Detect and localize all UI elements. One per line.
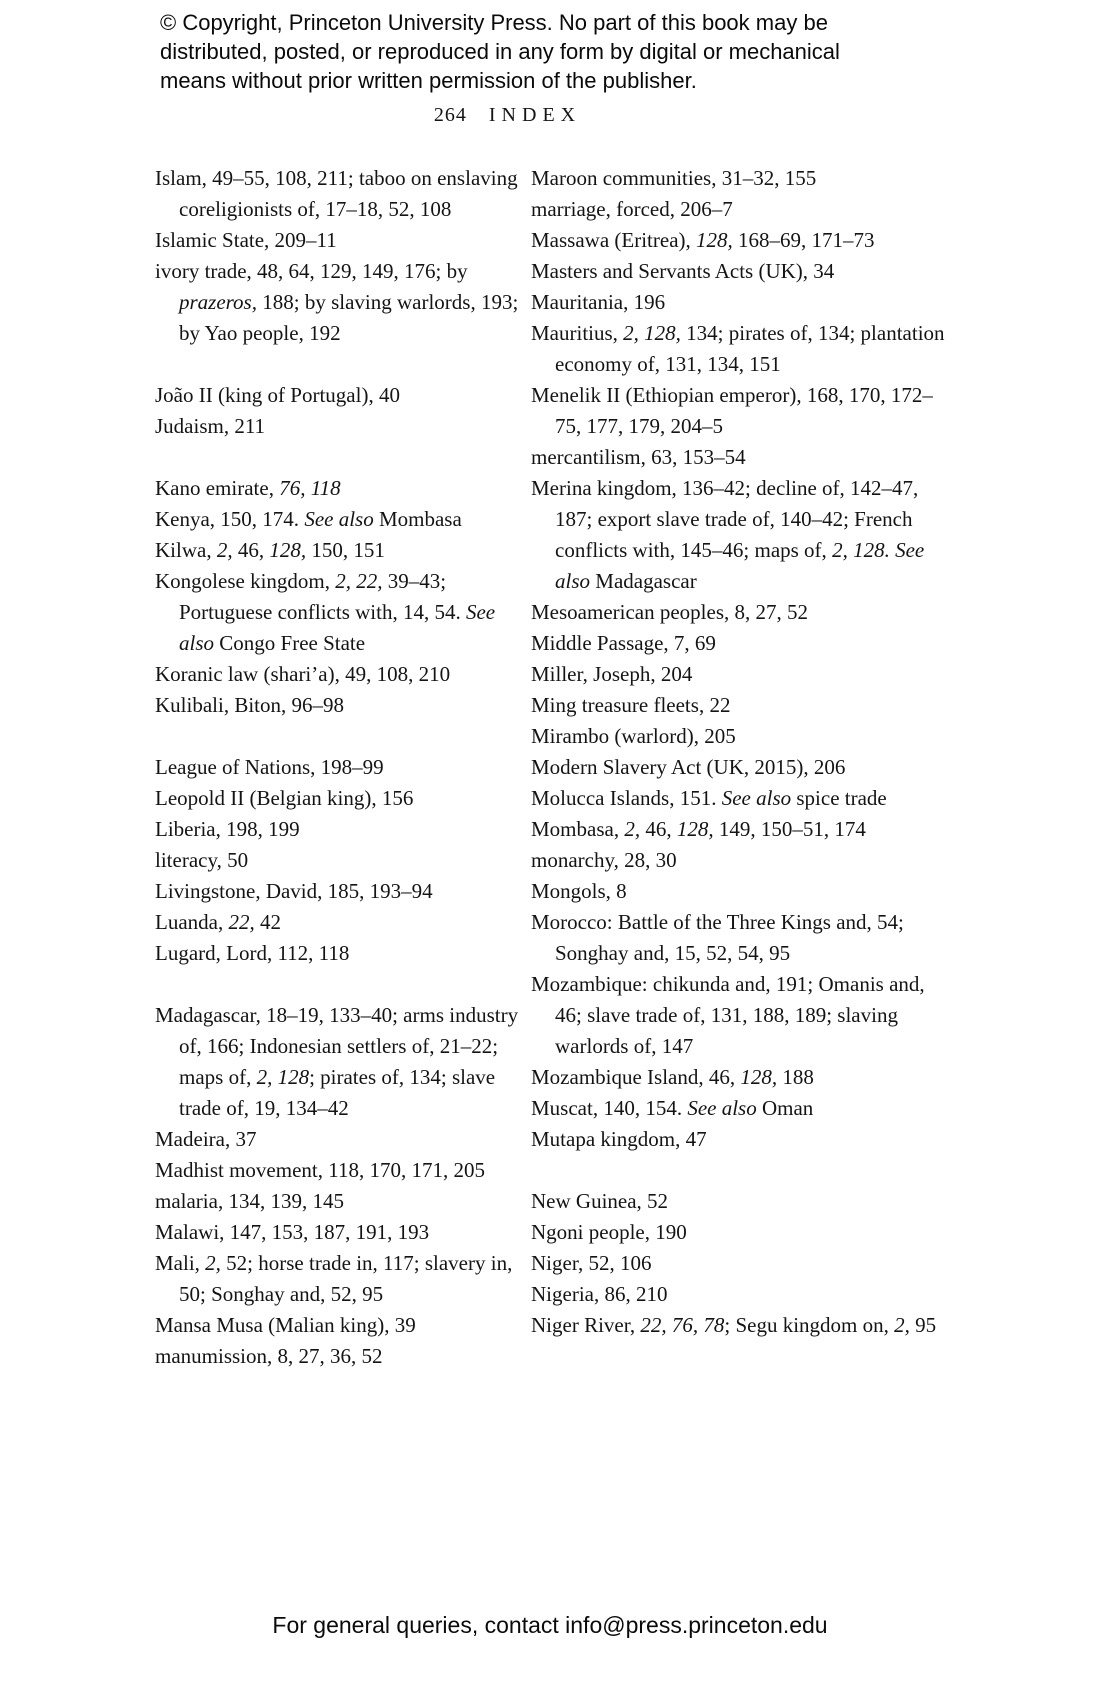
index-group (155, 163, 531, 349)
entry-text: Maroon communities, 31–32, 155 (531, 166, 817, 190)
entry-text: Merina kingdom, 136–42; decline of, 142–47, 187; export slave trade of, 140–42; French conflicts with, 145–46; maps of, (531, 476, 919, 562)
entry-text: Kilwa, (155, 538, 217, 562)
index-entry (155, 1248, 531, 1310)
entry-text: marriage, forced, 206–7 (531, 197, 733, 221)
index-entry (531, 969, 955, 1062)
entry-italic-text: 22, (228, 910, 255, 934)
entry-italic-text: 2, (894, 1313, 910, 1337)
index-entry (531, 1310, 955, 1341)
index-entry (531, 783, 955, 814)
index-column-right (531, 163, 955, 1372)
index-entry (531, 690, 955, 721)
index-entry (155, 659, 531, 690)
index-entry (155, 504, 531, 535)
entry-italic-text: See also (687, 1096, 757, 1120)
entry-text: Liberia, 198, 199 (155, 817, 300, 841)
entry-italic-text: See also (179, 600, 496, 655)
entry-text: Molucca Islands, 151. (531, 786, 722, 810)
entry-text: Madhist movement, 118, 170, 171, 205 (155, 1158, 485, 1182)
entry-text: spice trade (791, 786, 887, 810)
entry-italic-text: 128, (740, 1065, 778, 1089)
entry-text: 52; horse trade in, 117; slavery in, 50; Songhay and, 52, 95 (179, 1251, 513, 1306)
index-entry (155, 1000, 531, 1124)
index-entry (531, 256, 955, 287)
entry-italic-text: 2, 128 (256, 1065, 310, 1089)
index-entry (155, 566, 531, 659)
index-entry (155, 535, 531, 566)
index-entry (155, 814, 531, 845)
entry-text: Mauritius, (531, 321, 624, 345)
entry-text: Livingstone, David, 185, 193–94 (155, 879, 433, 903)
index-entry (531, 1248, 955, 1279)
index-entry (531, 318, 955, 380)
entry-text: Menelik II (Ethiopian emperor), 168, 170, 172–75, 177, 179, 204–5 (531, 383, 933, 438)
index-entry (155, 907, 531, 938)
entry-text: Koranic law (shari’a), 49, 108, 210 (155, 662, 451, 686)
index-entry (531, 1217, 955, 1248)
entry-text: Middle Passage, 7, 69 (531, 631, 716, 655)
entry-text: Madagascar, 18–19, 133–40; arms industry of, 166; Indonesian settlers of, 21–22; maps of, (155, 1003, 519, 1089)
entry-text: 95 (909, 1313, 937, 1337)
index-entry (155, 783, 531, 814)
entry-text: Muscat, 140, 154. (531, 1096, 688, 1120)
entry-text: Ming treasure fleets, 22 (531, 693, 731, 717)
entry-text: malaria, 134, 139, 145 (155, 1189, 344, 1213)
entry-text: League of Nations, 198–99 (155, 755, 384, 779)
entry-text: ; pirates of, 134; slave trade of, 19, 134–42 (179, 1065, 496, 1120)
entry-italic-text: See also (721, 786, 792, 810)
entry-text: Kulibali, Biton, 96–98 (155, 693, 344, 717)
entry-italic-text: 2, 128, (623, 321, 681, 345)
index-entry (155, 690, 531, 721)
entry-text: Mozambique Island, 46, (531, 1065, 741, 1089)
entry-text: 150, 151 (306, 538, 385, 562)
index-entry (531, 194, 955, 225)
index-entry (531, 287, 955, 318)
entry-text: Madagascar (590, 569, 697, 593)
entry-text: ; Segu kingdom on, (724, 1313, 895, 1337)
entry-text: Mauritania, 196 (531, 290, 666, 314)
entry-text: Mansa Musa (Malian king), 39 (155, 1313, 416, 1337)
entry-text: Islam, 49–55, 108, 211; taboo on enslaving coreligionists of, 17–18, 52, 108 (155, 166, 518, 221)
entry-text: Judaism, 211 (155, 414, 266, 438)
entry-text: Miller, Joseph, 204 (531, 662, 693, 686)
entry-text: Ngoni people, 190 (531, 1220, 687, 1244)
index-entry (531, 1062, 955, 1093)
entry-text: mercantilism, 63, 153–54 (531, 445, 746, 469)
entry-italic-text: 2, (216, 538, 233, 562)
entry-text: Modern Slavery Act (UK, 2015), 206 (531, 755, 846, 779)
entry-italic-text: See also (304, 507, 374, 531)
index-entry (531, 628, 955, 659)
entry-text: Oman (756, 1096, 814, 1120)
entry-text: 46, (640, 817, 677, 841)
entry-text: Kano emirate, (155, 476, 280, 500)
entry-text: Mozambique: chikunda and, 191; Omanis and, 46; slave trade of, 131, 188, 189; slaving warlords of, 147 (531, 972, 925, 1058)
entry-italic-text: 128, (676, 817, 714, 841)
index-entry (531, 845, 955, 876)
entry-text: Nigeria, 86, 210 (531, 1282, 668, 1306)
index-entry (155, 1124, 531, 1155)
entry-italic-text: 2, 22, (335, 569, 383, 593)
entry-text: Lugard, Lord, 112, 118 (155, 941, 350, 965)
index-columns (155, 163, 955, 1372)
entry-text: Massawa (Eritrea), (531, 228, 697, 252)
entry-text: Mirambo (warlord), 205 (531, 724, 736, 748)
entry-text: monarchy, 28, 30 (531, 848, 677, 872)
entry-text: literacy, 50 (155, 848, 249, 872)
entry-text: Mongols, 8 (531, 879, 627, 903)
entry-text: Masters and Servants Acts (UK), 34 (531, 259, 835, 283)
index-entry (531, 1124, 955, 1155)
entry-italic-text: 76, 118 (279, 476, 341, 500)
entry-italic-text: 128, (696, 228, 733, 252)
index-entry (155, 752, 531, 783)
index-entry (155, 938, 531, 969)
index-entry (155, 1310, 531, 1341)
index-entry (155, 1217, 531, 1248)
entry-text: Kenya, 150, 174. (155, 507, 305, 531)
index-entry (155, 1341, 531, 1372)
index-group (155, 1000, 531, 1372)
index-entry (531, 814, 955, 845)
entry-text: Mutapa kingdom, 47 (531, 1127, 707, 1151)
index-group (155, 473, 531, 721)
entry-italic-text: 2, 128. (832, 538, 890, 562)
entry-text: Kongolese kingdom, (155, 569, 336, 593)
entry-text: Luanda, (155, 910, 229, 934)
index-entry (531, 907, 955, 969)
entry-text: ivory trade, 48, 64, 129, 149, 176; by (155, 259, 468, 283)
index-group (531, 1186, 955, 1341)
entry-italic-text: 128, (269, 538, 307, 562)
index-entry (155, 473, 531, 504)
entry-text: Mali, (155, 1251, 206, 1275)
entry-text: 39–43; Portuguese conflicts with, 14, 54. (179, 569, 466, 624)
entry-text: New Guinea, 52 (531, 1189, 669, 1213)
entry-italic-text: See also (555, 538, 925, 593)
index-entry (531, 752, 955, 783)
index-entry (531, 1186, 955, 1217)
entry-text: Mombasa, (531, 817, 625, 841)
index-entry (531, 442, 955, 473)
entry-italic-text: prazeros, (179, 290, 257, 314)
entry-text: Niger, 52, 106 (531, 1251, 652, 1275)
index-entry (155, 163, 531, 225)
entry-text: João II (king of Portugal), 40 (155, 383, 400, 407)
entry-text: 188 (777, 1065, 814, 1089)
entry-text: Malawi, 147, 153, 187, 191, 193 (155, 1220, 430, 1244)
index-entry (155, 845, 531, 876)
entry-text: 168–69, 171–73 (732, 228, 875, 252)
index-group (531, 163, 955, 1155)
entry-italic-text: 2, (205, 1251, 221, 1275)
index-entry (155, 380, 531, 411)
index-entry (531, 380, 955, 442)
index-entry (531, 876, 955, 907)
index-column-left (155, 163, 531, 1372)
index-entry (155, 1186, 531, 1217)
index-entry (531, 225, 955, 256)
index-entry (155, 1155, 531, 1186)
entry-text: 188; by slaving warlords, 193; by Yao people, 192 (179, 290, 519, 345)
entry-text: Niger River, (531, 1313, 641, 1337)
copyright-notice: © Copyright, Princeton University Press. No part of this book may be distributed, posted, or reproduced in any form by digital or mechanical means without prior written permission of the publisher. (160, 10, 840, 93)
index-entry (155, 411, 531, 442)
index-group (155, 752, 531, 969)
entry-text: Islamic State, 209–11 (155, 228, 337, 252)
index-entry (155, 225, 531, 256)
entry-text: manumission, 8, 27, 36, 52 (155, 1344, 383, 1368)
entry-text: Mesoamerican peoples, 8, 27, 52 (531, 600, 809, 624)
page-number: 264 (433, 104, 467, 126)
index-entry (155, 256, 531, 349)
entry-italic-text: 2, (624, 817, 641, 841)
entry-text: 42 (254, 910, 281, 934)
entry-text: 149, 150–51, 174 (713, 817, 866, 841)
index-entry (531, 1093, 955, 1124)
entry-italic-text: 22, 76, 78 (640, 1313, 725, 1337)
running-head-index: INDEX (488, 104, 582, 126)
entry-text: Leopold II (Belgian king), 156 (155, 786, 414, 810)
entry-text: 134; pirates of, 134; plantation economy of, 131, 134, 151 (555, 321, 945, 376)
index-entry (531, 1279, 955, 1310)
entry-text: Congo Free State (214, 631, 366, 655)
page-header (150, 104, 865, 127)
entry-text: Morocco: Battle of the Three Kings and, 54; Songhay and, 15, 52, 54, 95 (531, 910, 904, 965)
index-entry (531, 721, 955, 752)
index-entry (531, 163, 955, 194)
entry-text: 46, (232, 538, 270, 562)
index-entry (531, 597, 955, 628)
index-entry (531, 473, 955, 597)
index-entry (155, 876, 531, 907)
entry-text: Madeira, 37 (155, 1127, 257, 1151)
index-entry (531, 659, 955, 690)
entry-text: Mombasa (373, 507, 462, 531)
index-group (155, 380, 531, 442)
footer-contact-line: For general queries, contact info@press.princeton.edu (272, 1612, 828, 1638)
